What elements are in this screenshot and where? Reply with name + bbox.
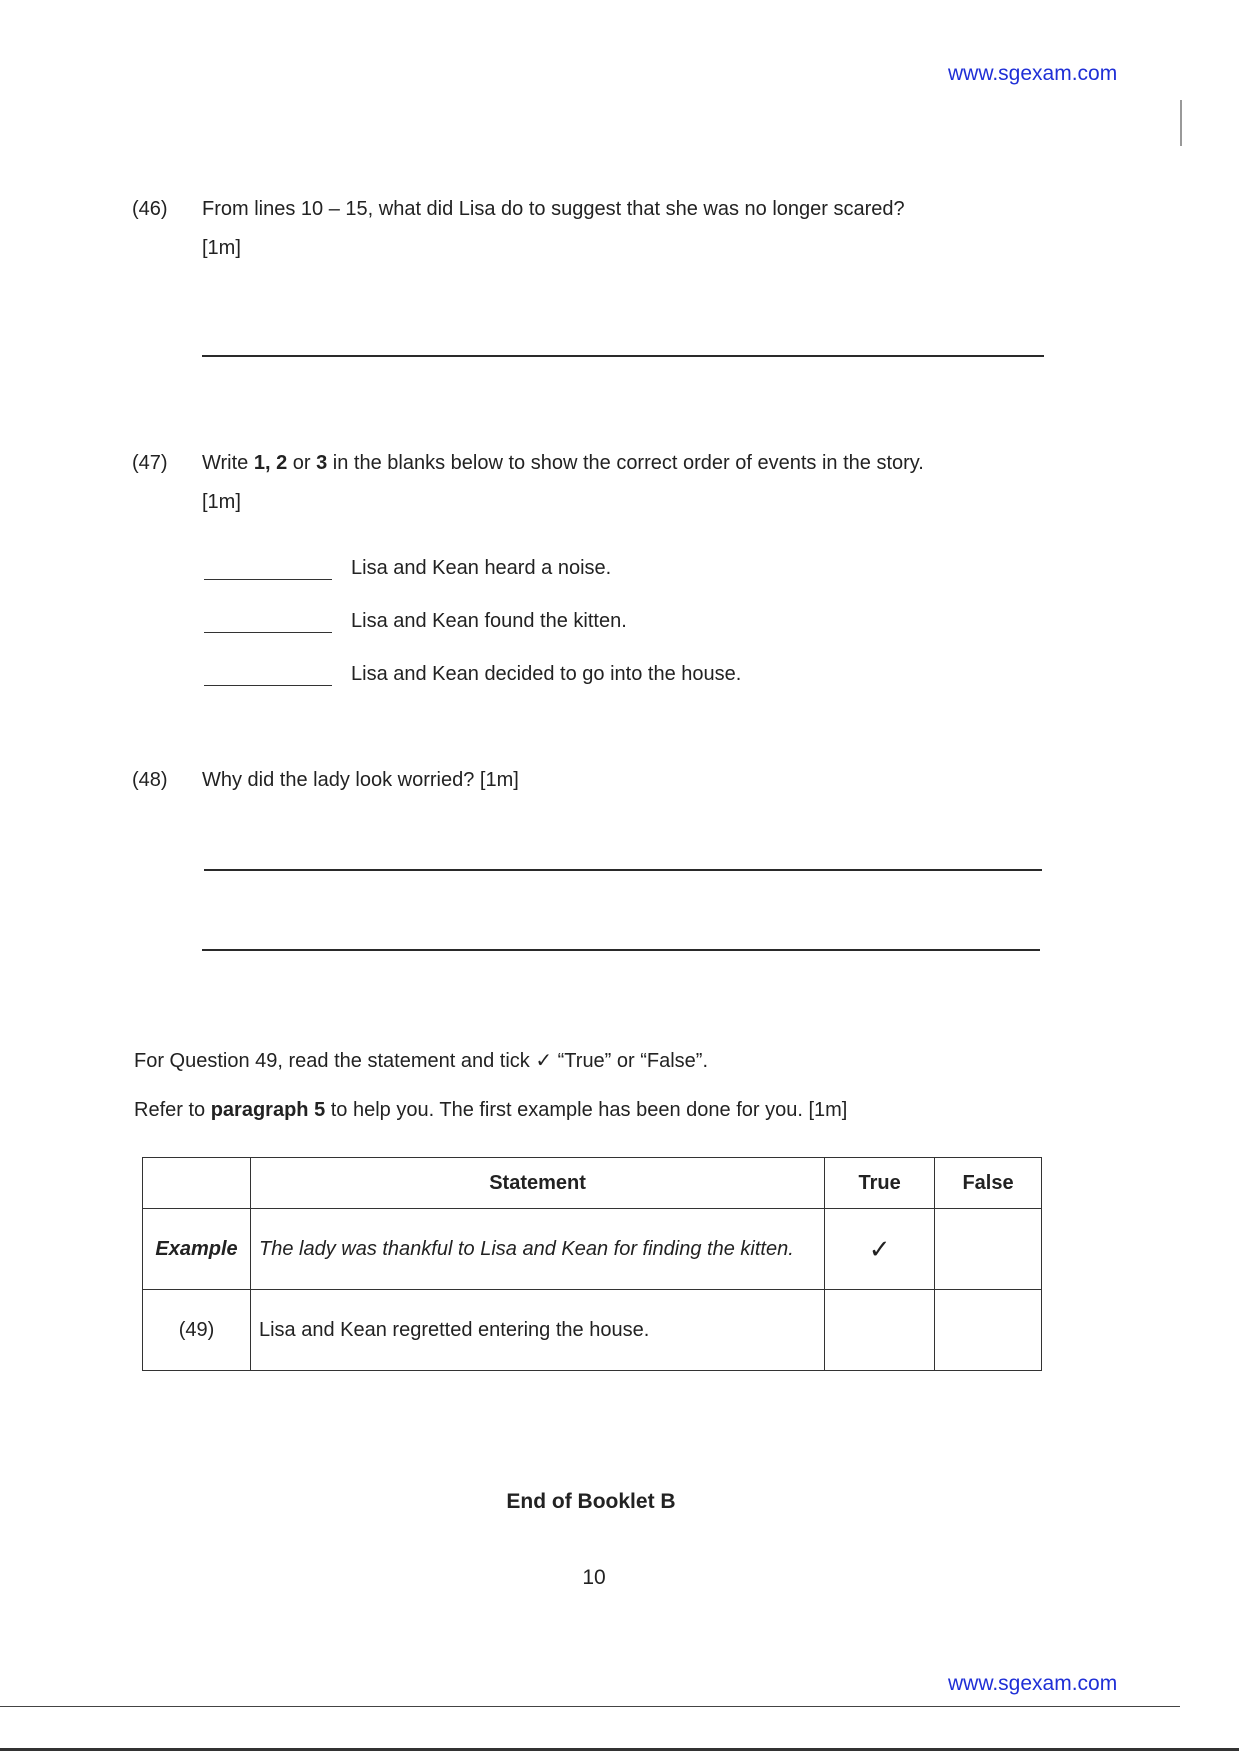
header-true: True	[825, 1158, 935, 1209]
q49-label: (49)	[143, 1290, 251, 1371]
q49-instruction-2: Refer to paragraph 5 to help you. The first example has been done for you. [1m]	[134, 1099, 848, 1121]
header-statement: Statement	[250, 1158, 824, 1209]
header-blank	[143, 1158, 251, 1209]
page-bottom-edge	[0, 1748, 1239, 1751]
q48-number: (48)	[132, 769, 168, 791]
example-label: Example	[143, 1209, 251, 1290]
q48-text: Why did the lady look worried? [1m]	[202, 769, 519, 791]
q47-event-1: Lisa and Kean heard a noise.	[351, 557, 612, 579]
page-edge-mark	[1180, 100, 1182, 146]
q47-text: Write 1, 2 or 3 in the blanks below to show the correct order of events in the story.	[202, 452, 924, 474]
q47-blank-2[interactable]	[204, 632, 332, 633]
q47-blank-3[interactable]	[204, 685, 332, 686]
q49-true-cell[interactable]	[825, 1290, 935, 1371]
q47-blank-1[interactable]	[204, 579, 332, 580]
footer-site-url: www.sgexam.com	[948, 1672, 1118, 1695]
true-false-table	[142, 1157, 1042, 1371]
footer-divider	[0, 1706, 1180, 1707]
q46-number: (46)	[132, 198, 168, 220]
table-header-row	[143, 1158, 1042, 1209]
q48-answer-line-1[interactable]	[204, 869, 1042, 871]
table-row-q49	[143, 1290, 1042, 1371]
q49-false-cell[interactable]	[935, 1290, 1042, 1371]
q46-marks: [1m]	[202, 237, 241, 259]
q46-text: From lines 10 – 15, what did Lisa do to suggest that she was no longer scared?	[202, 198, 905, 220]
q47-marks: [1m]	[202, 491, 241, 513]
q49-instruction-1: For Question 49, read the statement and tick ✓ “True” or “False”.	[134, 1050, 709, 1072]
q46-answer-line[interactable]	[202, 355, 1044, 357]
table-row-example	[143, 1209, 1042, 1290]
header-site-url: www.sgexam.com	[948, 62, 1118, 85]
end-of-booklet: End of Booklet B	[506, 1490, 676, 1513]
example-false-cell	[935, 1209, 1042, 1290]
header-false: False	[935, 1158, 1042, 1209]
q48-answer-line-2[interactable]	[202, 949, 1040, 951]
q47-event-3: Lisa and Kean decided to go into the house.	[351, 663, 742, 685]
example-true-tick: ✓	[825, 1209, 935, 1290]
example-statement: The lady was thankful to Lisa and Kean for finding the kitten.	[250, 1209, 824, 1290]
q49-statement: Lisa and Kean regretted entering the house.	[250, 1290, 824, 1371]
page-number: 10	[582, 1566, 606, 1589]
q47-number: (47)	[132, 452, 168, 474]
q47-event-2: Lisa and Kean found the kitten.	[351, 610, 627, 632]
